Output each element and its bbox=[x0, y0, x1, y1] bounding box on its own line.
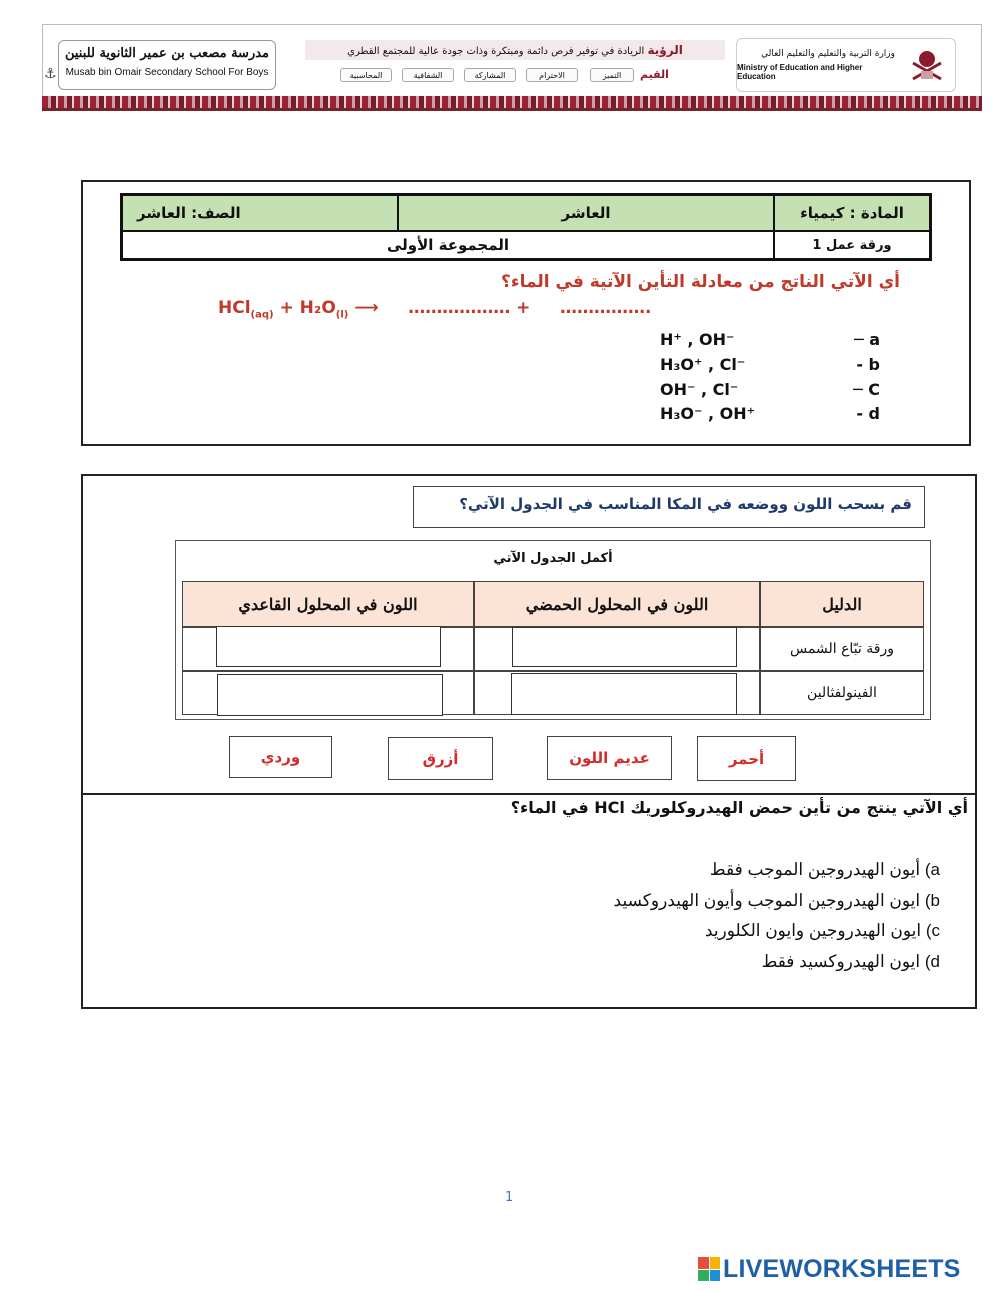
drop-zone-litmus-base[interactable] bbox=[216, 626, 441, 667]
q3-option-a[interactable] bbox=[500, 860, 940, 880]
ministry-logo-box bbox=[736, 38, 956, 92]
q3-option-letter: d) bbox=[924, 952, 940, 971]
q1-option-c[interactable] bbox=[660, 380, 890, 399]
section-divider bbox=[81, 793, 977, 795]
q3-option-letter: c) bbox=[925, 921, 940, 940]
value-pill: المشاركة bbox=[464, 68, 516, 82]
drag-option-blue[interactable]: أزرق bbox=[388, 737, 493, 780]
q1-option-a[interactable] bbox=[660, 330, 890, 349]
liveworksheets-brand bbox=[698, 1254, 961, 1284]
q1-option-d[interactable] bbox=[660, 404, 890, 423]
eq-blank-1[interactable]: ……………… + bbox=[408, 298, 531, 318]
question3-text: أي الآتي ينتج من تأين حمض الهيدروكلوريك HCl في الماء؟ bbox=[510, 798, 968, 817]
q3-option-c[interactable] bbox=[500, 921, 940, 941]
vision-text: الريادة في توفير فرص دائمة ومبتكرة وذات جودة عالية للمجتمع القطري bbox=[347, 46, 645, 57]
table-header-indicator: الدليل bbox=[760, 581, 924, 627]
value-pill: التميز bbox=[590, 68, 634, 82]
q1-option-label: ─ C bbox=[853, 380, 880, 399]
eq-plus: + bbox=[279, 298, 294, 318]
drop-zone-phenol-base[interactable] bbox=[217, 674, 443, 716]
table-header-base: اللون في المحلول القاعدي bbox=[182, 581, 474, 627]
class-cell: الصف: العاشر bbox=[122, 195, 398, 231]
eq-l: (l) bbox=[335, 309, 349, 321]
drop-zone-litmus-acid[interactable] bbox=[512, 627, 737, 667]
drop-zone-phenol-acid[interactable] bbox=[511, 673, 737, 715]
q3-option-text: ايون الهيدروكسيد فقط bbox=[761, 952, 921, 971]
q3-option-text: ايون الهيدروجين وايون الكلوريد bbox=[704, 921, 922, 940]
q1-option-label: - b bbox=[856, 355, 880, 374]
vision-label: الرؤية bbox=[647, 43, 683, 57]
q1-option-ions: H⁺ , OH⁻ bbox=[660, 330, 735, 349]
table-row-indicator: الفينولفثالين bbox=[760, 671, 924, 715]
page-number: 1 bbox=[505, 1190, 514, 1205]
liveworksheets-logo-icon bbox=[698, 1257, 720, 1281]
q3-option-letter: b) bbox=[924, 891, 940, 910]
q3-option-text: ايون الهيدروجين الموجب وأيون الهيدروكسيد bbox=[613, 891, 921, 910]
drag-option-colorless[interactable]: عديم اللون bbox=[547, 736, 672, 780]
subject-cell: المادة : كيمياء bbox=[774, 195, 930, 231]
drag-option-red[interactable]: أحمر bbox=[697, 736, 796, 781]
eq-h2o: H₂O bbox=[299, 298, 336, 318]
decorative-strip bbox=[42, 96, 982, 108]
value-pill: المحاسبية bbox=[340, 68, 392, 82]
q1-option-label: ─ a bbox=[854, 330, 880, 349]
ministry-name-en: Ministry of Education and Higher Education bbox=[737, 63, 863, 81]
q3-option-letter: a) bbox=[924, 860, 940, 879]
drag-instruction: قم بسحب اللون ووضعه في المكا المناسب في الجدول الآتي؟ bbox=[413, 486, 925, 528]
q1-option-ions: H₃O⁻ , OH⁺ bbox=[660, 404, 756, 423]
eq-arrow: ⟶ bbox=[354, 298, 379, 318]
q1-option-b[interactable] bbox=[660, 355, 890, 374]
school-logo-box bbox=[58, 40, 276, 90]
value-pill: الشفافية bbox=[402, 68, 454, 82]
school-name-ar: مدرسة مصعب بن عمير الثانوية للبنين bbox=[64, 46, 270, 61]
anchor-icon: ⚓ bbox=[44, 66, 57, 82]
q3-option-d[interactable] bbox=[500, 952, 940, 972]
eq-hcl: HCl bbox=[218, 298, 251, 318]
q1-option-ions: H₃O⁺ , Cl⁻ bbox=[660, 355, 746, 374]
worksheet-cell: ورقة عمل 1 bbox=[774, 231, 930, 259]
brand-text: LIVEWORKSHEETS bbox=[723, 1254, 961, 1283]
ministry-emblem-icon bbox=[907, 45, 947, 85]
info-table bbox=[120, 193, 932, 261]
eq-aq: (aq) bbox=[250, 309, 274, 321]
table-header-acid: اللون في المحلول الحمضي bbox=[474, 581, 760, 627]
vision-banner bbox=[305, 40, 725, 60]
header-divider bbox=[42, 108, 982, 111]
q3-option-text: أيون الهيدروجين الموجب فقط bbox=[709, 860, 921, 879]
ionization-equation bbox=[218, 298, 652, 320]
q1-option-ions: OH⁻ , Cl⁻ bbox=[660, 380, 739, 399]
question1-text: أي الآتي الناتج من معادلة التأين الآتية في الماء؟ bbox=[501, 272, 900, 292]
value-pill: الاحترام bbox=[526, 68, 578, 82]
q1-option-label: - d bbox=[856, 404, 880, 423]
table-row-indicator: ورقة تبّاع الشمس bbox=[760, 627, 924, 671]
group-cell: المجموعة الأولى bbox=[122, 231, 774, 259]
values-label: القيم bbox=[640, 68, 669, 81]
table-title: أكمل الجدول الآتي bbox=[493, 551, 613, 566]
eq-blank-2[interactable]: ……………. bbox=[560, 298, 652, 318]
q3-option-b[interactable] bbox=[500, 891, 940, 911]
ministry-name-ar: وزارة التربية والتعليم والتعليم العالي bbox=[761, 49, 895, 59]
grade-cell: العاشر bbox=[398, 195, 774, 231]
drag-option-pink[interactable]: وردي bbox=[229, 736, 332, 778]
school-name-en: Musab bin Omair Secondary School For Boys bbox=[65, 67, 269, 78]
